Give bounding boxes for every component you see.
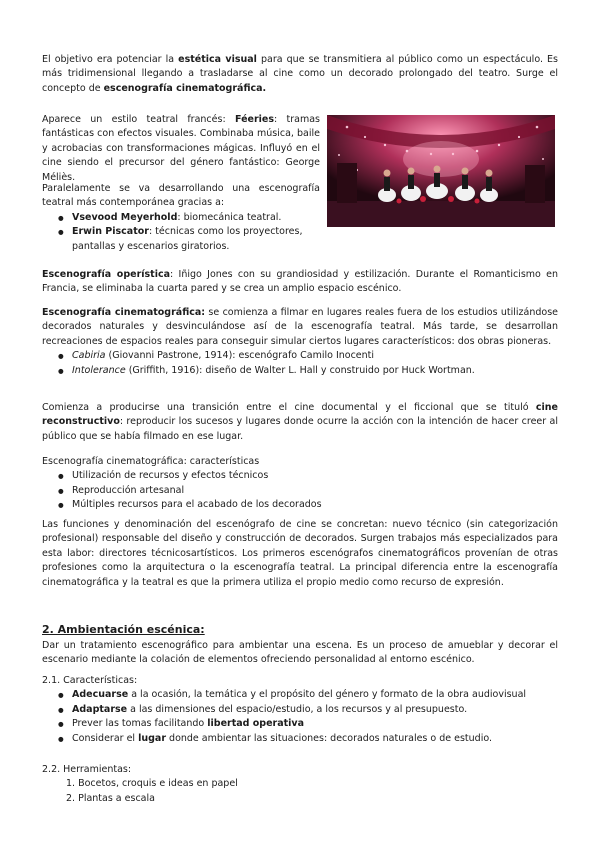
text: a las dimensiones del espacio/estudio, a los recursos y al presupuesto. xyxy=(127,703,468,715)
list-herramientas xyxy=(42,777,558,806)
section-heading: 2. Ambientación escénica: xyxy=(42,623,205,636)
bold-term: estética visual xyxy=(178,54,257,65)
bold-term: Féeries xyxy=(234,114,274,125)
bold-term: Erwin Piscator xyxy=(72,226,149,238)
text: (Griffith, 1916): diseño de Walter L. Hall y construido por Huck Wortman. xyxy=(125,364,475,376)
paragraph-funciones xyxy=(42,518,558,590)
bold-term: lugar xyxy=(138,732,167,744)
text: se comienza a filmar en lugares reales fuera de los estudios utilizándose decorados naturales y desvinculándose así de la escenografía teatral. Más tarde, se desarrollan recreaciones de espacios reales para conseguir simular ciertos lugares característicos: dos obras pioneras. xyxy=(42,307,559,347)
text: Dar un tratamiento escenográfico para ambientar una escena. Es un proceso de amueblar y decorar el escenario mediante la colación de elementos ofreciendo personalidad al entorno escénico. xyxy=(42,639,558,666)
list-contemporary xyxy=(42,211,320,254)
list-item xyxy=(42,225,320,254)
bold-term: Escenografía cinematográfica: xyxy=(42,307,206,318)
bold-term: Vsevood Meyerhold xyxy=(72,211,178,223)
text: : Iñigo Jones con su grandiosidad y estilización. Durante el Romanticismo en Francia, se eliminaba la cuarta pared y se crea un amplio espacio escénico. xyxy=(42,269,559,295)
list-item: 1. Bocetos, croquis e ideas en papel xyxy=(66,778,238,790)
bold-term: escenografía cinematográfica. xyxy=(103,82,267,94)
subsection-heading: 2.2. Herramientas: xyxy=(42,764,132,775)
list-item: ● Reproducción artesanal xyxy=(42,484,558,498)
text: Considerar el xyxy=(72,732,139,744)
list-item xyxy=(42,211,320,225)
italic-title: Cabiria xyxy=(72,350,106,362)
text: Escenografía cinematográfica: características xyxy=(42,456,260,467)
bold-term: Adaptarse xyxy=(72,703,128,715)
text: donde ambientar las situaciones: decorados naturales o de estudio. xyxy=(166,732,492,744)
list-item: 2. Plantas a escala xyxy=(66,792,155,804)
text: Aparece un estilo teatral francés: xyxy=(42,114,235,125)
subsection-herramientas xyxy=(42,763,558,806)
paragraph-cinematografica xyxy=(42,306,558,378)
stage-illustration xyxy=(327,115,555,227)
text: Las funciones y denominación del escenógrafo de cine se concretan: nuevo técnico (sin categorización profesional) responsable del diseño y construcción de decorados. Surgen trabajos más especializados para esta labor: directores técnicosartísticos. Los primeros escenógrafos cinematográficos provenían de otras profesiones como la arquitectura o la escenografía teatral. La principal diferencia entre la escenografía cinematográfica y la teatral es que la primera utiliza el propio medio como recurso de expresión. xyxy=(42,519,558,588)
list-caracteristicas xyxy=(42,469,558,512)
theater-stage-photo xyxy=(327,115,555,227)
paragraph-caracteristicas xyxy=(42,455,558,513)
subsection-heading: 2.1. Características: xyxy=(42,675,138,686)
text: Prever las tomas facilitando xyxy=(72,718,208,730)
list-item: ● Múltiples recursos para el acabado de los decorados xyxy=(42,498,558,512)
text: : técnicas como los proyectores, pantallas y escenarios giratorios. xyxy=(72,226,303,252)
italic-title: Intolerance xyxy=(72,364,126,376)
paragraph-feeries xyxy=(42,113,320,185)
text: : tramas fantásticas con efectos visuales. Combinaba música, baile y acrobacias con transformaciones mágicas. Influyó en el cine siendo el precursor del género fantástico: George Méliès. xyxy=(42,114,320,183)
text: (Giovanni Pastrone, 1914): escenógrafo Camilo Inocenti xyxy=(105,350,375,362)
text: a la ocasión, la temática y el propósito del género y formato de la obra audiovisual xyxy=(128,689,527,701)
bold-term: Escenografía operística xyxy=(42,269,171,280)
text: : biomecánica teatral. xyxy=(177,211,282,223)
list-item: ● Utilización de recursos y efectos técnicos xyxy=(42,469,558,483)
text: Comienza a producirse una transición entre el cine documental y el ficcional que se tituló xyxy=(42,402,536,413)
section-ambientacion xyxy=(42,622,558,668)
text: Paralelamente se va desarrollando una escenografía teatral más contemporánea gracias a: xyxy=(42,183,320,209)
list-ambientacion xyxy=(42,688,558,746)
paragraph-contemporary xyxy=(42,182,320,254)
paragraph-intro xyxy=(42,53,558,96)
text: para que se transmitiera al público como un espectáculo. Es más tridimensional llegando a trasladarse al cine como un decorado prolongado del teatro. Surge el concepto de xyxy=(42,54,558,94)
list-item xyxy=(42,717,558,731)
subsection-caracteristicas xyxy=(42,674,558,746)
list-item xyxy=(42,703,558,717)
list-item xyxy=(42,364,558,378)
paragraph-operistica xyxy=(42,268,558,297)
list-item xyxy=(42,732,558,746)
list-pioneers xyxy=(42,349,558,378)
bold-term: cine reconstructivo xyxy=(42,402,558,428)
text: : reproducir los sucesos y lugares donde ocurre la acción con la intención de hacer creer al público que se había filmado en ese lugar. xyxy=(42,416,558,442)
bold-term: libertad operativa xyxy=(207,718,305,730)
text: El objetivo era potenciar la xyxy=(42,54,179,65)
bold-term: Adecuarse xyxy=(72,689,129,701)
list-item xyxy=(42,349,558,363)
list-item xyxy=(42,688,558,702)
paragraph-reconstructivo xyxy=(42,401,558,444)
